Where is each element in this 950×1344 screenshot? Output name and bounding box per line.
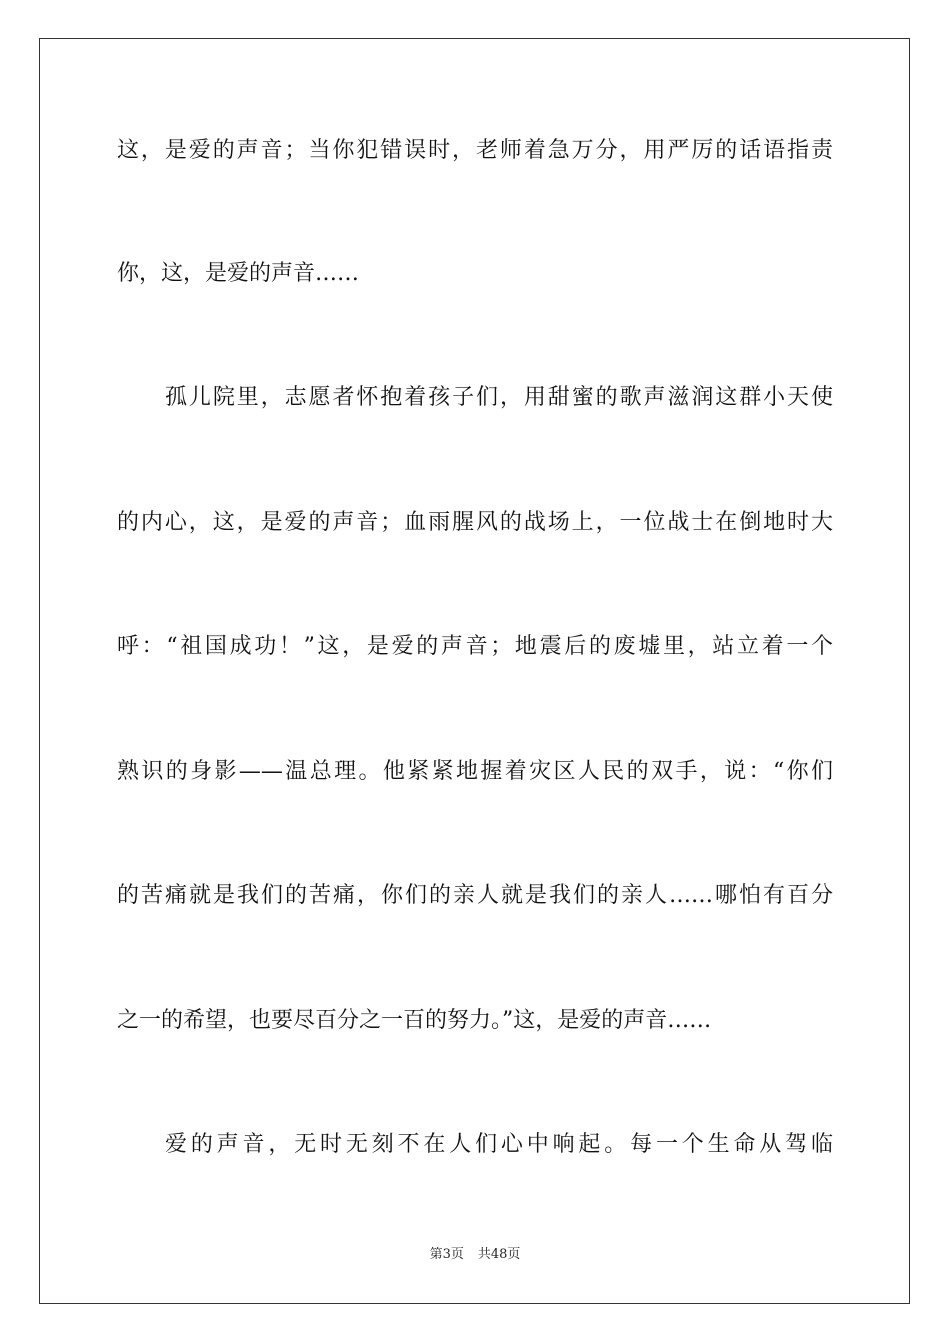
text-line-4: 的内心，这，是爱的声音；血雨腥风的战场上，一位战士在倒地时大 [117, 510, 833, 535]
page-border [39, 38, 910, 1304]
page-number: 第3页 [429, 1247, 464, 1262]
text-line-8: 之一的希望，也要尽百分之一百的努力。”这，是爱的声音…… [117, 1008, 712, 1033]
text-line-5: 呼：“祖国成功！”这，是爱的声音；地震后的废墟里，站立着一个 [117, 634, 833, 659]
text-line-2: 你，这，是爱的声音…… [117, 261, 360, 286]
text-line-6: 熟识的身影——温总理。他紧紧地握着灾区人民的双手，说：“你们 [117, 759, 833, 784]
text-line-7: 的苦痛就是我们的苦痛，你们的亲人就是我们的亲人……哪怕有百分 [117, 883, 833, 908]
page-footer [0, 1246, 950, 1264]
page-total: 共48页 [477, 1247, 521, 1262]
text-line-1: 这，是爱的声音；当你犯错误时，老师着急万分，用严厉的话语指责 [117, 138, 833, 163]
text-line-9: 爱的声音，无时无刻不在人们心中响起。每一个生命从驾临 [165, 1132, 833, 1157]
text-line-3: 孤儿院里，志愿者怀抱着孩子们，用甜蜜的歌声滋润这群小天使 [165, 385, 833, 410]
